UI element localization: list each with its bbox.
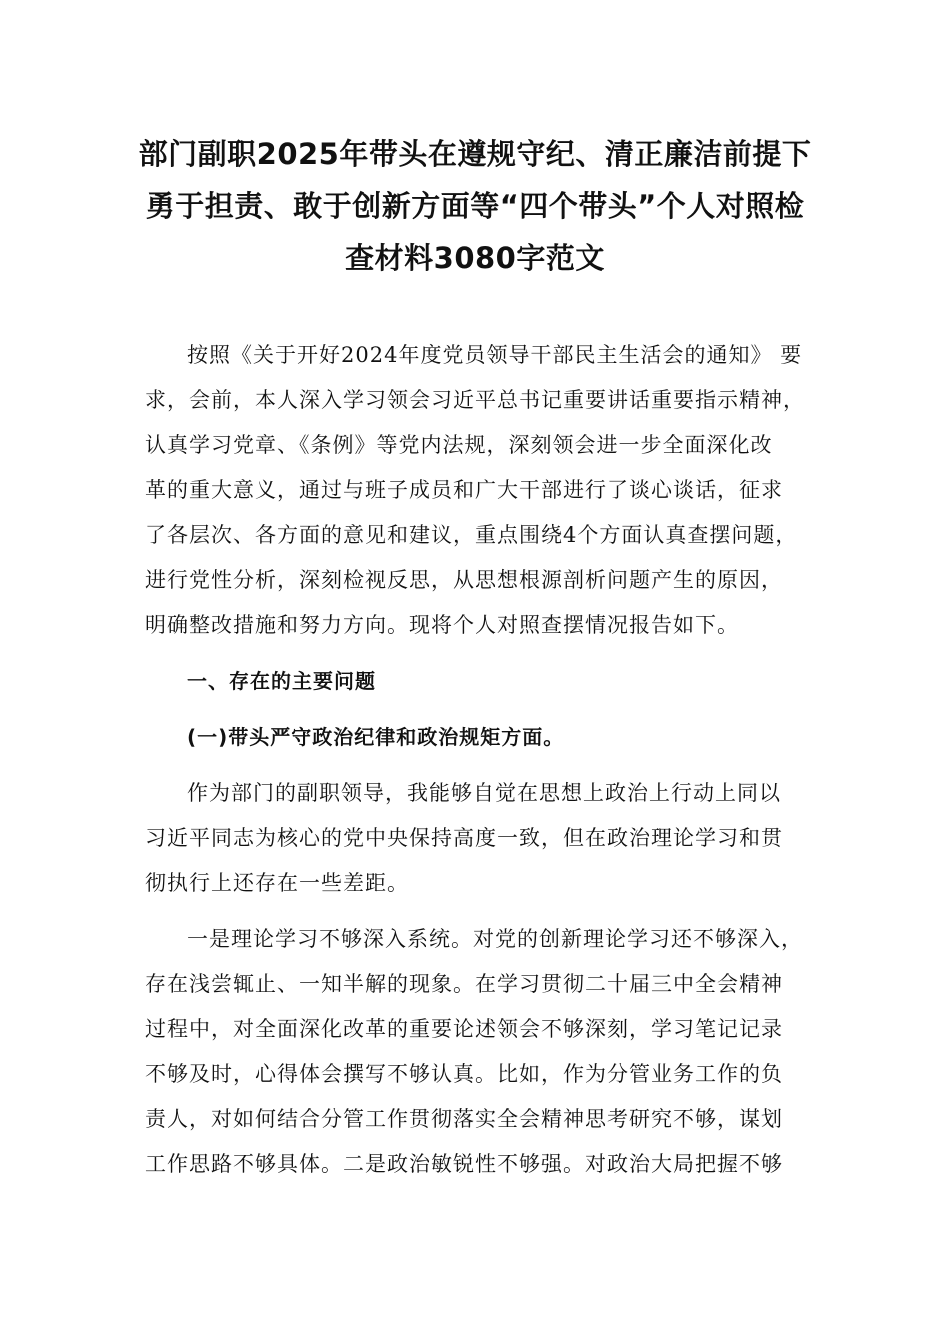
para2-line: 不够及时，心得体会撰写不够认真。比如，作为分管业务工作的负	[145, 1062, 783, 1086]
para2-line: 工作思路不够具体。二是政治敏锐性不够强。对政治大局把握不够	[145, 1152, 783, 1176]
intro-line: 求，会前，本人深入学习领会习近平总书记重要讲话重要指示精神，	[145, 388, 805, 412]
para1-line: 作为部门的副职领导，我能够自觉在思想上政治上行动上同以	[187, 781, 781, 805]
subsection-heading: (一)带头严守政治纪律和政治规矩方面。	[187, 725, 565, 749]
intro-line: 了各层次、各方面的意见和建议，重点围绕4个方面认真查摆问题，	[145, 523, 798, 547]
intro-line: 革的重大意义，通过与班子成员和广大干部进行了谈心谈话，征求	[145, 478, 783, 502]
para1-line: 习近平同志为核心的党中央保持高度一致，但在政治理论学习和贯	[145, 826, 783, 850]
intro-paragraph	[145, 333, 820, 648]
intro-line: 按照《关于开好2024年度党员领导干部民主生活会的通知》 要	[187, 343, 803, 367]
title-line-3: 查材料3080字范文	[345, 241, 605, 275]
intro-line: 认真学习党章、《条例》等党内法规，深刻领会进一步全面深化改	[145, 433, 773, 457]
section-heading: 一、存在的主要问题	[187, 669, 376, 693]
title-line-2: 勇于担责、敢于创新方面等“四个带头”个人对照检	[145, 189, 805, 223]
title-line-1: 部门副职2025年带头在遵规守纪、清正廉洁前提下	[138, 137, 812, 171]
para2-line: 责人，对如何结合分管工作贯彻落实全会精神思考研究不够，谋划	[145, 1107, 783, 1131]
intro-line: 明确整改措施和努力方向。现将个人对照查摆情况报告如下。	[145, 613, 739, 637]
para2-line: 过程中，对全面深化改革的重要论述领会不够深刻，学习笔记记录	[145, 1017, 783, 1041]
para1-line: 彻执行上还存在一些差距。	[145, 871, 409, 895]
para2-line: 一是理论学习不够深入系统。对党的创新理论学习还不够深入，	[187, 927, 803, 951]
intro-line: 进行党性分析，深刻检视反思，从思想根源剖析问题产生的原因，	[145, 568, 783, 592]
document-body	[145, 333, 820, 1187]
document-title	[120, 128, 830, 284]
para2-line: 存在浅尝辄止、一知半解的现象。在学习贯彻二十届三中全会精神	[145, 972, 783, 996]
paragraph-1	[145, 771, 820, 906]
paragraph-2	[145, 917, 820, 1187]
